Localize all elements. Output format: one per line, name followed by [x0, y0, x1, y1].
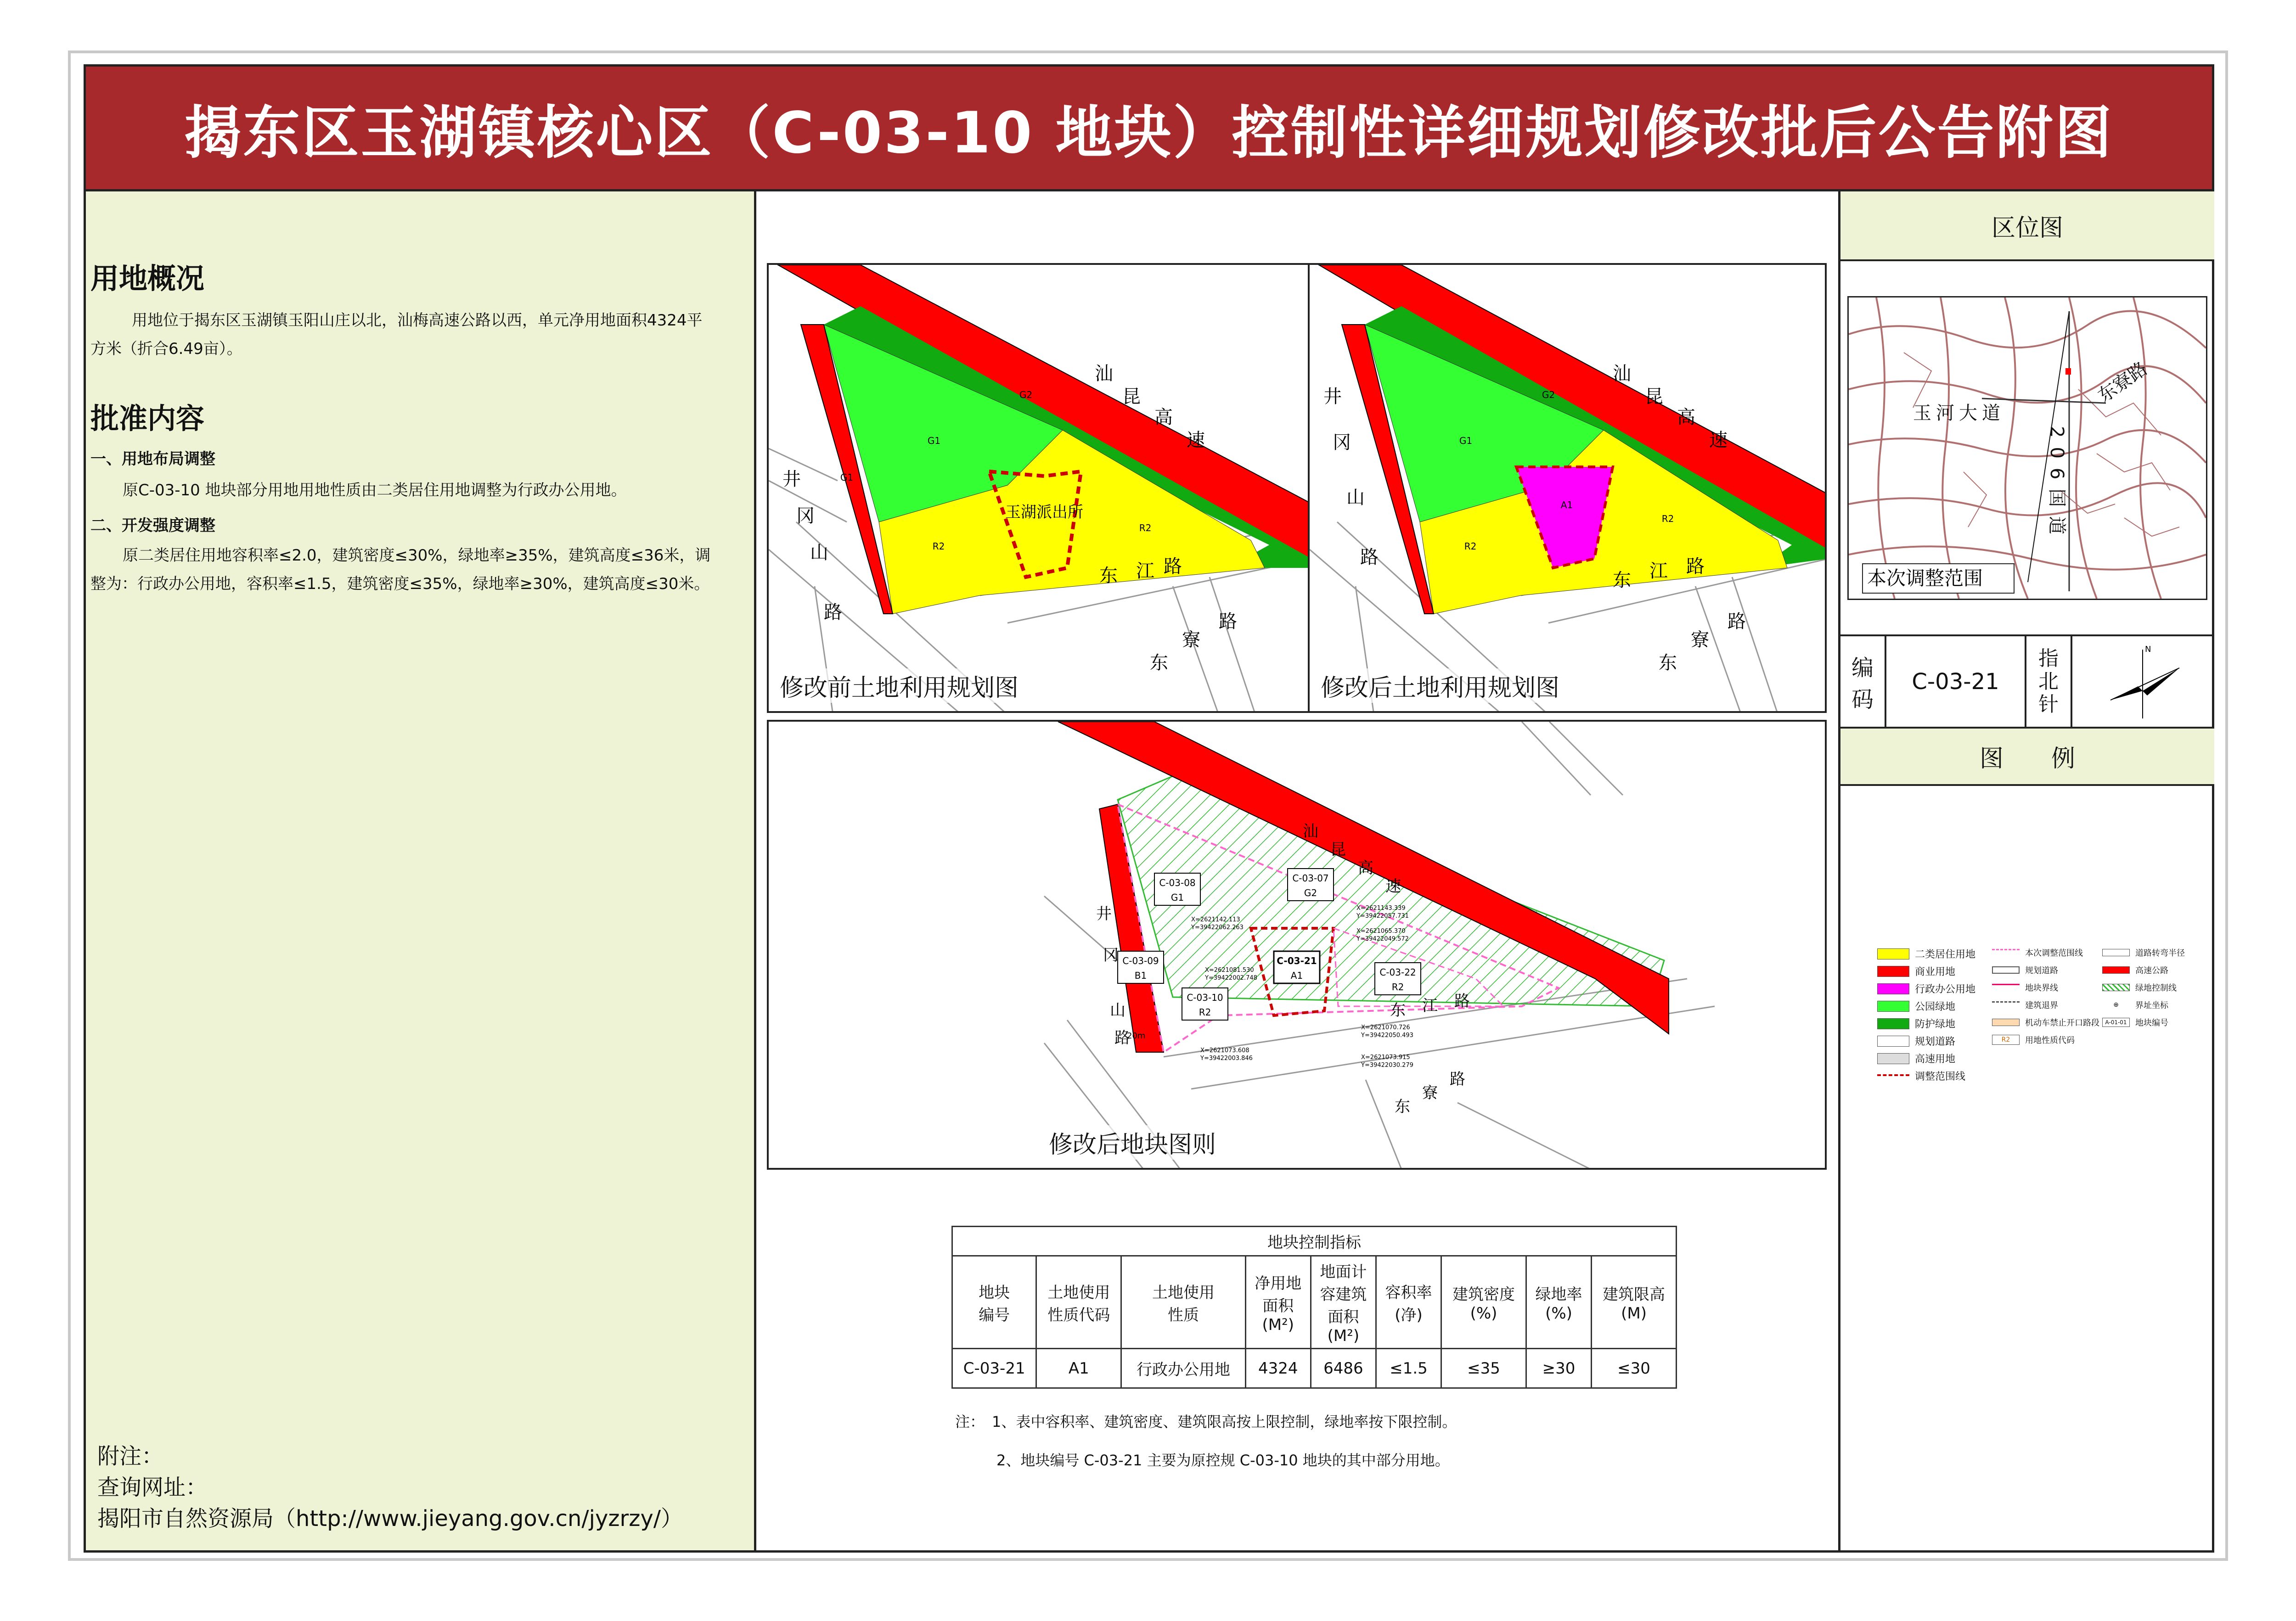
map-before-label: 修改前土地利用规划图: [780, 668, 1019, 703]
legend3-greenline-label: 绿地控制线: [2135, 983, 2177, 993]
legend-road-label: 规划道路: [1915, 1036, 1956, 1048]
expressway-char-1: 汕: [1095, 363, 1113, 384]
after-zone-r2: R2: [1464, 541, 1477, 552]
legend2-setback-label: 建筑退界: [2025, 1001, 2058, 1010]
legend3-expressway: [2102, 964, 2168, 976]
swatch-admin: [1877, 983, 1909, 994]
expressway-char-4: 速: [1187, 430, 1205, 451]
dongjiang-char-3: 路: [1164, 556, 1182, 577]
overview-line2: 方米（折合6.49亩）。: [90, 340, 242, 358]
note-2: 2、地块编号 C-03-21 主要为原控规 C-03-10 地块的其中部分用地。: [996, 1452, 1450, 1469]
coord-1: X=2621081.530: [1205, 967, 1254, 974]
swatch-adjust-line: [1877, 1074, 1909, 1078]
th-far: 容积率 (净): [1376, 1256, 1441, 1349]
td-plot-id: C-03-21: [952, 1349, 1036, 1388]
legend2-scope-label: 本次调整范围线: [2025, 948, 2083, 958]
coord-4: X=2621073.915: [1361, 1054, 1410, 1061]
left-text-panel: [86, 191, 756, 1550]
coord-3: X=2621070.726: [1361, 1024, 1410, 1031]
swatch2-setback: [1992, 1001, 2020, 1009]
zone-r2-label-2: R2: [1139, 522, 1152, 533]
plot-expressway-3: 高: [1358, 859, 1373, 877]
map-plot-svg: [769, 722, 1827, 1170]
table-row: [952, 1349, 1677, 1388]
after-dongjiang-3: 路: [1686, 556, 1705, 577]
swatch2-no-opening: [1992, 1019, 2020, 1026]
swatch-commercial: [1877, 966, 1909, 977]
plot-id-1: C-03-08: [1159, 877, 1196, 888]
item2-line1: 原二类居住用地容积率≤2.0，建筑密度≤30%，绿地率≥35%，建筑高度≤36米，调: [123, 546, 711, 565]
plot-id-4: C-03-22: [1379, 967, 1416, 978]
legend3-greenline: [2102, 982, 2177, 993]
after-dongjiang-1: 东: [1613, 570, 1631, 591]
td-floor-area: 6486: [1311, 1349, 1376, 1388]
after-expressway-4: 速: [1709, 430, 1728, 451]
swatch3-greenline: [2102, 984, 2130, 991]
plot-id-6: C-03-10: [1187, 992, 1223, 1003]
legend-protective-label: 防护绿地: [1915, 1019, 1956, 1030]
dongjiang-char-2: 江: [1136, 561, 1154, 582]
coord-3b: Y=39422050.493: [1361, 1032, 1413, 1039]
dongliao-char-1: 东: [1150, 652, 1168, 673]
legend2-no-opening: [1992, 1016, 2099, 1028]
legend-park: [1877, 999, 1955, 1013]
footer-site-link[interactable]: 揭阳市自然资源局（http://www.jieyang.gov.cn/jyzrzy/）: [97, 1506, 683, 1531]
map-plot: [767, 720, 1827, 1170]
plot-code-6: R2: [1199, 1007, 1211, 1018]
legend2-boundary: [1992, 982, 2058, 993]
plot-dongliao-1: 东: [1395, 1098, 1410, 1116]
code-label-1: 编: [1851, 655, 1874, 681]
after-zone-g2: G2: [1542, 389, 1555, 400]
legend3-expressway-label: 高速公路: [2135, 966, 2168, 976]
police-station-label: 玉湖派出所: [1005, 503, 1083, 522]
legend-title: 图 例: [1840, 729, 2214, 786]
legend-residential-label: 二类居住用地: [1915, 949, 1976, 960]
legend3-radius: [2102, 947, 2185, 959]
width-label: 20m: [1127, 1031, 1146, 1041]
after-dongjiang-2: 江: [1649, 561, 1668, 582]
after-dongliao-3: 路: [1728, 611, 1746, 632]
legend-expressway-label: 高速用地: [1915, 1054, 1956, 1065]
legend2-use-code-label: 用地性质代码: [2025, 1036, 2075, 1045]
jinggang-char-1: 井: [782, 469, 801, 490]
coord-6: X=2621143.339: [1356, 905, 1406, 912]
location-map: [1847, 296, 2207, 600]
location-map-svg: [1849, 297, 2206, 599]
th-height: 建筑限高 (M): [1592, 1256, 1677, 1349]
approval-heading: 批准内容: [90, 402, 205, 435]
coord-7: X=2621065.370: [1356, 928, 1406, 935]
right-panel: [1838, 191, 2212, 1550]
plot-expressway-1: 汕: [1303, 822, 1318, 841]
legend-park-label: 公园绿地: [1915, 1001, 1956, 1013]
swatch3-expressway: [2102, 966, 2130, 974]
th-density: 建筑密度 (%): [1441, 1256, 1526, 1349]
dongliao-char-3: 路: [1219, 611, 1237, 632]
swatch-residential: [1877, 948, 1909, 959]
plot-code-3: A1: [1290, 970, 1303, 981]
map-after: [1308, 263, 1827, 713]
th-net-area: 净用地 面积 (M²): [1245, 1256, 1311, 1349]
legend2-scope: [1992, 947, 2083, 959]
legend2-use-code: [1992, 1034, 2075, 1046]
code-compass-row: [1840, 634, 2214, 729]
swatch-protective: [1877, 1018, 1909, 1029]
compass-svg: [2101, 640, 2184, 723]
loc-road-yuhe: 玉河大道: [1913, 403, 2005, 424]
footer-query: 查询网址：: [97, 1475, 208, 1500]
footer-note: 附注：: [97, 1443, 164, 1469]
plot-id-3: C-03-21: [1277, 955, 1317, 966]
th-use-code: 土地使用 性质代码: [1036, 1256, 1121, 1349]
swatch-park: [1877, 1001, 1909, 1012]
compass-n: N: [2144, 644, 2151, 654]
coord-5: X=2621142.113: [1191, 916, 1240, 923]
th-floor-area: 地面计 容建筑 面积 (M²): [1311, 1256, 1376, 1349]
after-jinggang-4: 路: [1360, 547, 1379, 568]
map-plot-label: 修改后地块图则: [1049, 1125, 1216, 1160]
legend-adjust-line-label: 调整范围线: [1915, 1071, 1966, 1083]
expressway-char-3: 高: [1154, 407, 1173, 428]
plot-jinggang-2: 冈: [1103, 946, 1119, 965]
legend2-road-label: 规划道路: [2025, 966, 2058, 976]
code-label: [1840, 636, 1886, 727]
swatch2-boundary: [1992, 984, 2020, 991]
expressway-char-2: 昆: [1122, 386, 1141, 407]
after-expressway-3: 高: [1677, 407, 1695, 428]
coord-1b: Y=39422002.748: [1205, 975, 1257, 982]
legend-expressway: [1877, 1051, 1955, 1066]
after-zone-a1: A1: [1560, 499, 1573, 510]
swatch3-coord-icon: ⊕: [2113, 1001, 2119, 1009]
zone-r2-label: R2: [932, 541, 945, 552]
item2-line2: 整为：行政办公用地，容积率≤1.5，建筑密度≤35%，绿地率≥30%，建筑高度≤30米。: [90, 575, 710, 593]
td-height: ≤30: [1592, 1349, 1677, 1388]
plot-code-2: G2: [1304, 887, 1317, 898]
td-net-area: 4324: [1245, 1349, 1311, 1388]
compass-icon: [2072, 636, 2212, 727]
plot-code-5: B1: [1134, 970, 1147, 981]
table-header-row: [952, 1256, 1677, 1349]
plot-dongjiang-3: 路: [1454, 992, 1470, 1010]
legend2-setback: [1992, 999, 2058, 1011]
code-label-2: 码: [1851, 686, 1874, 712]
td-density: ≤35: [1441, 1349, 1526, 1388]
legend2-road: [1992, 964, 2058, 976]
legend-protective: [1877, 1016, 1955, 1031]
legend2-boundary-label: 地块界线: [2025, 983, 2058, 993]
th-use-type: 土地使用 性质: [1121, 1256, 1245, 1349]
legend3-plotid-label: 地块编号: [2135, 1018, 2168, 1028]
item2-title: 二、开发强度调整: [90, 516, 215, 535]
legend2-no-opening-label: 机动车禁止开口路段: [2025, 1018, 2099, 1028]
zone-g2-label: G2: [1019, 389, 1033, 400]
plot-jinggang-4: 路: [1114, 1029, 1130, 1047]
overview-line1: 用地位于揭东区玉湖镇玉阳山庄以北，汕梅高速公路以西，单元净用地面积4324平: [132, 311, 703, 330]
map-after-label: 修改后土地利用规划图: [1321, 668, 1559, 703]
plot-dongliao-3: 路: [1450, 1070, 1465, 1088]
legend-residential: [1877, 947, 1975, 961]
swatch2-use-code: R2: [1992, 1035, 2020, 1045]
td-green: ≥30: [1526, 1349, 1591, 1388]
coord-7b: Y=39422049.572: [1356, 936, 1409, 942]
swatch-road: [1877, 1036, 1909, 1047]
plot-code-1: G1: [1171, 892, 1184, 903]
plot-dongliao-2: 寮: [1422, 1084, 1438, 1102]
after-dongliao-1: 东: [1659, 652, 1677, 673]
after-dongliao-2: 寮: [1691, 629, 1709, 651]
code-value: C-03-21: [1886, 636, 2026, 727]
location-marker: [2065, 368, 2071, 375]
legend3-plotid: [2102, 1016, 2168, 1028]
compass-label-1: 指: [2038, 646, 2059, 670]
map-before: [767, 263, 1310, 713]
legend-area: [1840, 786, 2212, 1083]
plot-jinggang-1: 井: [1096, 905, 1112, 923]
td-far: ≤1.5: [1376, 1349, 1441, 1388]
plot-dongjiang-2: 江: [1422, 997, 1438, 1015]
map-before-svg: [769, 265, 1310, 713]
dongliao-char-2: 寮: [1182, 629, 1200, 651]
legend3-coord-label: 界址坐标: [2135, 1001, 2168, 1010]
overview-heading: 用地概况: [90, 262, 205, 295]
loc-road-dongliao: 东寮路: [2094, 358, 2152, 407]
map-after-svg: [1310, 265, 1827, 713]
note-1: 注： 1、表中容积率、建筑密度、建筑限高按上限控制，绿地率按下限控制。: [955, 1413, 1457, 1430]
swatch-expressway: [1877, 1053, 1909, 1064]
after-jinggang-3: 山: [1346, 487, 1365, 508]
item1-text: 原C-03-10 地块部分用地用地性质由二类居住用地调整为行政办公用地。: [123, 481, 627, 499]
th-plot-id: 地块 编号: [952, 1256, 1036, 1349]
jinggang-char-3: 山: [810, 542, 828, 563]
td-use-type: 行政办公用地: [1121, 1349, 1245, 1388]
legend-admin-label: 行政办公用地: [1915, 984, 1976, 995]
after-jinggang-1: 井: [1323, 386, 1342, 407]
plot-id-5: C-03-09: [1122, 955, 1159, 966]
coord-6b: Y=39422057.731: [1356, 913, 1409, 920]
swatch3-radius: [2102, 949, 2130, 956]
after-jinggang-2: 冈: [1333, 432, 1351, 453]
item1-title: 一、用地布局调整: [90, 450, 215, 468]
plot-jinggang-3: 山: [1110, 1001, 1125, 1020]
coord-5b: Y=39422062.263: [1191, 924, 1244, 931]
swatch2-road: [1992, 966, 2020, 974]
location-title: 区位图: [1840, 191, 2214, 261]
after-zone-r2-2: R2: [1661, 513, 1674, 524]
jinggang-char-2: 冈: [796, 505, 815, 527]
plot-code-4: R2: [1391, 982, 1404, 993]
th-green: 绿地率 (%): [1526, 1256, 1591, 1349]
swatch2-scope: [1992, 949, 2020, 956]
legend3-coord: [2102, 999, 2168, 1011]
control-index-table: [951, 1226, 1677, 1389]
swatch3-plotid: A-01-01: [2102, 1018, 2130, 1027]
coord-4b: Y=39422030.279: [1361, 1062, 1413, 1069]
dongjiang-char-1: 东: [1099, 565, 1118, 586]
plot-id-2: C-03-07: [1292, 873, 1329, 884]
jinggang-char-4: 路: [824, 602, 842, 623]
compass-label-2: 北: [2038, 669, 2059, 693]
after-zone-g1: G1: [1459, 435, 1473, 446]
coord-2b: Y=39422003.846: [1200, 1055, 1253, 1062]
coord-2: X=2621073.608: [1200, 1047, 1249, 1054]
legend-commercial: [1877, 964, 1955, 978]
after-expressway-2: 昆: [1645, 386, 1663, 407]
zone-g1-strip: G1: [840, 472, 854, 483]
plot-dongjiang-1: 东: [1390, 1001, 1406, 1020]
plot-expressway-2: 昆: [1330, 841, 1346, 859]
plot-expressway-4: 速: [1385, 877, 1401, 896]
legend-road: [1877, 1034, 1955, 1048]
zone-g1-label: G1: [927, 435, 941, 446]
td-use-code: A1: [1036, 1349, 1121, 1388]
table-caption: 地块控制指标: [952, 1227, 1677, 1256]
legend-commercial-label: 商业用地: [1915, 966, 1956, 978]
loc-road-206: 206国道: [2046, 426, 2067, 544]
legend3-radius-label: 道路转弯半径: [2135, 948, 2185, 958]
compass-label-3: 针: [2038, 692, 2059, 716]
page-title: 揭东区玉湖镇核心区（C-03-10 地块）控制性详细规划修改批后公告附图: [86, 67, 2212, 191]
loc-scope-label: 本次调整范围: [1867, 567, 1983, 589]
legend-admin: [1877, 982, 1975, 996]
compass-label: [2026, 636, 2072, 727]
legend-adjust-line: [1877, 1069, 1965, 1083]
after-expressway-1: 汕: [1613, 363, 1631, 384]
